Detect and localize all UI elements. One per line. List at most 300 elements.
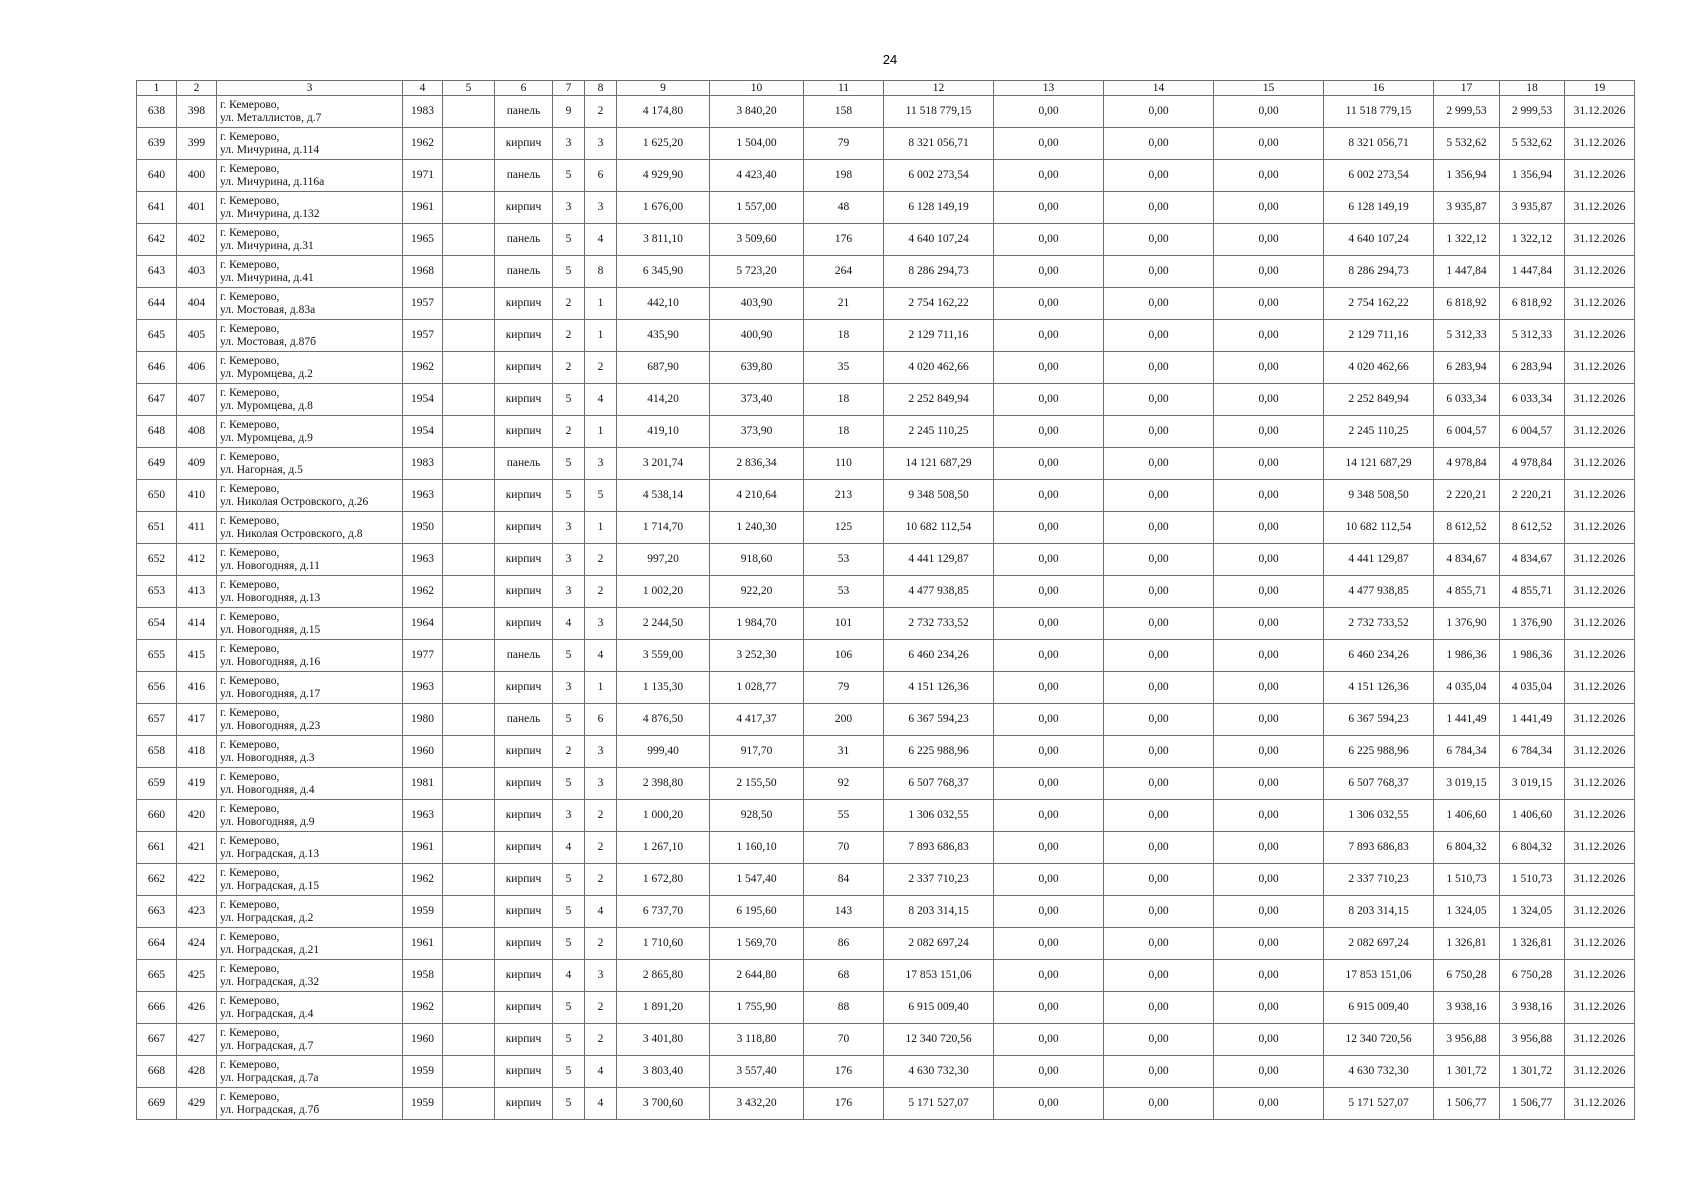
table-cell: 423 [177, 896, 217, 928]
table-row [137, 384, 1635, 416]
table-cell: 6 283,94 [1434, 352, 1500, 384]
table-cell: 31.12.2026 [1565, 480, 1635, 512]
table-cell: 2 082 697,24 [1324, 928, 1434, 960]
table-cell: 404 [177, 288, 217, 320]
table-cell: 35 [804, 352, 884, 384]
address-street: ул. Муромцева, д.8 [220, 399, 313, 412]
table-cell: 2 [585, 864, 617, 896]
table-cell: 1965 [403, 224, 443, 256]
table-row [137, 928, 1635, 960]
table-cell: 1 447,84 [1434, 256, 1500, 288]
table-cell: 0,00 [1104, 896, 1214, 928]
table-cell: 4 477 938,85 [884, 576, 994, 608]
table-cell: 2 999,53 [1434, 96, 1500, 128]
table-cell: 4 [585, 224, 617, 256]
table-cell: 31.12.2026 [1565, 672, 1635, 704]
address-cell [217, 1056, 403, 1088]
table-row [137, 544, 1635, 576]
address-street: ул. Ноградская, д.32 [220, 975, 320, 988]
table-cell: кирпич [495, 960, 553, 992]
table-cell: 6 460 234,26 [1324, 640, 1434, 672]
table-cell: 1 986,36 [1500, 640, 1565, 672]
table-cell: 2 754 162,22 [1324, 288, 1434, 320]
address-city: г. Кемерово, [220, 418, 280, 431]
table-cell: 1962 [403, 352, 443, 384]
address-cell [217, 768, 403, 800]
table-cell: 654 [137, 608, 177, 640]
table-cell: 0,00 [1104, 384, 1214, 416]
table-cell: 3 935,87 [1500, 192, 1565, 224]
table-cell: 31.12.2026 [1565, 1056, 1635, 1088]
table-cell: 1 326,81 [1500, 928, 1565, 960]
address-street: ул. Мичурина, д.116а [220, 175, 325, 188]
table-cell: 4 538,14 [617, 480, 710, 512]
table-cell: 4 [585, 1088, 617, 1120]
table-cell: 0,00 [994, 352, 1104, 384]
table-cell: 3 019,15 [1500, 768, 1565, 800]
table-cell [443, 288, 495, 320]
table-cell: 2 220,21 [1434, 480, 1500, 512]
table-cell: 0,00 [1104, 608, 1214, 640]
table-cell: 0,00 [1214, 928, 1324, 960]
table-cell: 665 [137, 960, 177, 992]
address-cell [217, 192, 403, 224]
table-cell: 31.12.2026 [1565, 928, 1635, 960]
address-street: ул. Ноградская, д.4 [220, 1007, 314, 1020]
table-cell: 4 417,37 [710, 704, 804, 736]
table-cell: 4 151 126,36 [1324, 672, 1434, 704]
table-cell: 1962 [403, 576, 443, 608]
table-cell: 31.12.2026 [1565, 544, 1635, 576]
table-cell: 4 [585, 1056, 617, 1088]
table-cell: 12 340 720,56 [884, 1024, 994, 1056]
table-cell: 1 324,05 [1434, 896, 1500, 928]
table-cell: 409 [177, 448, 217, 480]
table-cell: 1 510,73 [1500, 864, 1565, 896]
table-cell [443, 928, 495, 960]
table-cell: 1 002,20 [617, 576, 710, 608]
table-cell: 31.12.2026 [1565, 512, 1635, 544]
table-cell: 1963 [403, 480, 443, 512]
table-cell: 1 569,70 [710, 928, 804, 960]
table-cell: 5 [553, 992, 585, 1024]
table-cell: кирпич [495, 832, 553, 864]
table-row [137, 96, 1635, 128]
table-cell: 5 [553, 864, 585, 896]
table-cell [443, 512, 495, 544]
table-cell [443, 576, 495, 608]
table-cell [443, 608, 495, 640]
address-street: ул. Мостовая, д.83а [220, 303, 316, 316]
table-cell: 648 [137, 416, 177, 448]
table-cell: 427 [177, 1024, 217, 1056]
table-cell: 3 840,20 [710, 96, 804, 128]
table-cell: 31.12.2026 [1565, 384, 1635, 416]
table-cell: 6 033,34 [1500, 384, 1565, 416]
table-cell: 0,00 [994, 544, 1104, 576]
table-cell: 1 306 032,55 [884, 800, 994, 832]
table-cell: 0,00 [1104, 864, 1214, 896]
address-city: г. Кемерово, [220, 290, 280, 303]
table-cell: 88 [804, 992, 884, 1024]
table-cell: 922,20 [710, 576, 804, 608]
table-cell: 408 [177, 416, 217, 448]
table-cell: 4 834,67 [1500, 544, 1565, 576]
column-header: 14 [1104, 81, 1214, 96]
table-cell: 399 [177, 128, 217, 160]
table-cell: 31.12.2026 [1565, 256, 1635, 288]
table-cell: 2 [585, 96, 617, 128]
table-cell: 4 [585, 640, 617, 672]
column-header: 9 [617, 81, 710, 96]
table-cell: 3 938,16 [1500, 992, 1565, 1024]
address-city: г. Кемерово, [220, 482, 280, 495]
table-cell: 0,00 [1214, 384, 1324, 416]
table-cell: 1 000,20 [617, 800, 710, 832]
address-street: ул. Новогодняя, д.23 [220, 719, 321, 732]
table-cell: кирпич [495, 352, 553, 384]
table-cell: 0,00 [1214, 1088, 1324, 1120]
table-cell: 31.12.2026 [1565, 640, 1635, 672]
table-cell [443, 416, 495, 448]
table-cell: 0,00 [1104, 224, 1214, 256]
table-cell: 2 [585, 576, 617, 608]
table-cell: кирпич [495, 608, 553, 640]
table-cell: 1950 [403, 512, 443, 544]
table-cell: 405 [177, 320, 217, 352]
table-cell: 6 460 234,26 [884, 640, 994, 672]
table-cell: 0,00 [1214, 288, 1324, 320]
table-cell: 6 195,60 [710, 896, 804, 928]
table-cell: 17 853 151,06 [884, 960, 994, 992]
table-cell: 2 999,53 [1500, 96, 1565, 128]
column-header: 10 [710, 81, 804, 96]
column-header: 16 [1324, 81, 1434, 96]
table-cell: 7 893 686,83 [884, 832, 994, 864]
table-cell: 31.12.2026 [1565, 448, 1635, 480]
table-cell: 1963 [403, 672, 443, 704]
table-cell: 200 [804, 704, 884, 736]
table-cell: 5 [553, 768, 585, 800]
address-city: г. Кемерово, [220, 834, 280, 847]
table-cell: 0,00 [1214, 256, 1324, 288]
table-cell: 422 [177, 864, 217, 896]
table-cell [443, 800, 495, 832]
table-cell: 3 803,40 [617, 1056, 710, 1088]
table-cell: 2 [585, 992, 617, 1024]
table-cell [443, 672, 495, 704]
table-cell: 3 956,88 [1434, 1024, 1500, 1056]
table-row [137, 416, 1635, 448]
table-cell: 2 252 849,94 [1324, 384, 1434, 416]
table-cell: 1 267,10 [617, 832, 710, 864]
table-cell: кирпич [495, 288, 553, 320]
table-cell: 407 [177, 384, 217, 416]
table-cell: 3 509,60 [710, 224, 804, 256]
table-cell: 5 [553, 928, 585, 960]
address-street: ул. Металлистов, д.7 [220, 111, 322, 124]
table-cell: 412 [177, 544, 217, 576]
address-cell [217, 608, 403, 640]
table-cell: 8 321 056,71 [884, 128, 994, 160]
table-cell: 0,00 [1104, 416, 1214, 448]
table-cell: 3 557,40 [710, 1056, 804, 1088]
address-city: г. Кемерово, [220, 450, 280, 463]
table-cell: 0,00 [994, 928, 1104, 960]
table-cell: 2 [553, 352, 585, 384]
table-cell: 1 406,60 [1434, 800, 1500, 832]
table-cell: 31.12.2026 [1565, 288, 1635, 320]
address-city: г. Кемерово, [220, 258, 280, 271]
column-header: 19 [1565, 81, 1635, 96]
address-cell [217, 832, 403, 864]
table-cell: панель [495, 96, 553, 128]
table-cell: 918,60 [710, 544, 804, 576]
address-city: г. Кемерово, [220, 98, 280, 111]
table-cell: кирпич [495, 1056, 553, 1088]
table-cell: 5 [553, 704, 585, 736]
table-cell: 928,50 [710, 800, 804, 832]
table-cell: 414,20 [617, 384, 710, 416]
table-cell: 1981 [403, 768, 443, 800]
table-cell: 0,00 [1104, 448, 1214, 480]
table-cell: 1 376,90 [1500, 608, 1565, 640]
table-cell: 14 121 687,29 [884, 448, 994, 480]
table-cell: 2 245 110,25 [884, 416, 994, 448]
address-street: ул. Ноградская, д.2 [220, 911, 314, 924]
table-cell: 4 423,40 [710, 160, 804, 192]
column-header: 18 [1500, 81, 1565, 96]
table-cell: 31.12.2026 [1565, 576, 1635, 608]
table-cell: 0,00 [1214, 864, 1324, 896]
table-cell: 8 286 294,73 [1324, 256, 1434, 288]
table-cell: 1961 [403, 928, 443, 960]
address-city: г. Кемерово, [220, 226, 280, 239]
address-cell [217, 672, 403, 704]
table-cell: 4 876,50 [617, 704, 710, 736]
table-cell: 4 174,80 [617, 96, 710, 128]
table-cell: 79 [804, 672, 884, 704]
table-cell: 1 326,81 [1434, 928, 1500, 960]
table-cell: 2 [585, 544, 617, 576]
table-cell: 10 682 112,54 [884, 512, 994, 544]
table-cell: кирпич [495, 768, 553, 800]
table-cell: 1 625,20 [617, 128, 710, 160]
table-cell: 4 855,71 [1500, 576, 1565, 608]
table-cell: 0,00 [994, 320, 1104, 352]
table-cell: 4 [553, 608, 585, 640]
table-cell: 4 020 462,66 [884, 352, 994, 384]
table-row [137, 192, 1635, 224]
table-cell: 1962 [403, 128, 443, 160]
table-cell: панель [495, 640, 553, 672]
table-cell: кирпич [495, 576, 553, 608]
address-city: г. Кемерово, [220, 1058, 280, 1071]
table-cell [443, 224, 495, 256]
table-cell: 424 [177, 928, 217, 960]
table-cell: 373,90 [710, 416, 804, 448]
address-city: г. Кемерово, [220, 706, 280, 719]
table-cell: 1962 [403, 992, 443, 1024]
table-cell: 6 [585, 160, 617, 192]
address-street: ул. Ноградская, д.21 [220, 943, 320, 956]
table-cell: 1 301,72 [1434, 1056, 1500, 1088]
table-row [137, 864, 1635, 896]
column-header: 15 [1214, 81, 1324, 96]
table-cell: 0,00 [1214, 320, 1324, 352]
table-cell: 0,00 [994, 576, 1104, 608]
address-cell [217, 640, 403, 672]
table-cell: 53 [804, 576, 884, 608]
address-city: г. Кемерово, [220, 610, 280, 623]
table-cell: 3 252,30 [710, 640, 804, 672]
table-cell: 8 286 294,73 [884, 256, 994, 288]
table-cell: 403,90 [710, 288, 804, 320]
table-cell: 1968 [403, 256, 443, 288]
table-cell: 0,00 [1104, 672, 1214, 704]
table-cell [443, 192, 495, 224]
table-cell: 0,00 [1214, 192, 1324, 224]
table-cell [443, 864, 495, 896]
table-cell: 0,00 [1104, 576, 1214, 608]
table-cell: 0,00 [1214, 640, 1324, 672]
table-cell: 3 938,16 [1434, 992, 1500, 1024]
table-cell: 0,00 [1104, 960, 1214, 992]
table-cell: 3 [553, 192, 585, 224]
table-cell: 664 [137, 928, 177, 960]
table-row [137, 160, 1635, 192]
table-cell: 0,00 [1104, 256, 1214, 288]
table-cell: 2 129 711,16 [884, 320, 994, 352]
table-cell: 1980 [403, 704, 443, 736]
table-cell: 1954 [403, 416, 443, 448]
table-cell: 31.12.2026 [1565, 128, 1635, 160]
table-cell: 6 225 988,96 [1324, 736, 1434, 768]
table-cell: 12 340 720,56 [1324, 1024, 1434, 1056]
address-cell [217, 288, 403, 320]
column-header: 11 [804, 81, 884, 96]
table-cell: 5 171 527,07 [884, 1088, 994, 1120]
table-cell: 6 750,28 [1434, 960, 1500, 992]
table-cell: 410 [177, 480, 217, 512]
table-cell: кирпич [495, 416, 553, 448]
table-cell: 420 [177, 800, 217, 832]
table-cell: 398 [177, 96, 217, 128]
column-header: 4 [403, 81, 443, 96]
table-cell: 0,00 [994, 128, 1104, 160]
table-cell: кирпич [495, 512, 553, 544]
table-cell: 8 321 056,71 [1324, 128, 1434, 160]
table-cell: панель [495, 448, 553, 480]
table-cell: 1 028,77 [710, 672, 804, 704]
table-cell: 3 [553, 576, 585, 608]
table-cell: 3 [553, 800, 585, 832]
table-cell: 652 [137, 544, 177, 576]
table-row [137, 960, 1635, 992]
table-cell: 1 441,49 [1434, 704, 1500, 736]
table-cell: 1 510,73 [1434, 864, 1500, 896]
table-cell: 1 [585, 288, 617, 320]
table-cell: 642 [137, 224, 177, 256]
table-cell: 3 956,88 [1500, 1024, 1565, 1056]
table-cell: 0,00 [1214, 1024, 1324, 1056]
table-cell: 2 [585, 832, 617, 864]
table-row [137, 512, 1635, 544]
table-cell: 0,00 [1104, 640, 1214, 672]
table-cell [443, 256, 495, 288]
table-cell: 2 155,50 [710, 768, 804, 800]
table-cell: 6 345,90 [617, 256, 710, 288]
address-street: ул. Ноградская, д.7 [220, 1039, 314, 1052]
table-cell: 2 220,21 [1500, 480, 1565, 512]
table-cell: 659 [137, 768, 177, 800]
table-cell: 6 002 273,54 [884, 160, 994, 192]
table-cell: 1 676,00 [617, 192, 710, 224]
address-street: ул. Мичурина, д.132 [220, 207, 320, 220]
table-cell [443, 448, 495, 480]
table-cell: 176 [804, 1088, 884, 1120]
table-cell: 6 784,34 [1434, 736, 1500, 768]
table-cell: 9 348 508,50 [884, 480, 994, 512]
address-cell [217, 224, 403, 256]
table-cell: 1 714,70 [617, 512, 710, 544]
table-cell: 416 [177, 672, 217, 704]
table-cell: 5 [553, 384, 585, 416]
column-header: 17 [1434, 81, 1500, 96]
table-cell: 0,00 [994, 256, 1104, 288]
address-street: ул. Мичурина, д.114 [220, 143, 320, 156]
table-cell: 6 004,57 [1500, 416, 1565, 448]
table-cell: 70 [804, 1024, 884, 1056]
table-cell: 6 367 594,23 [1324, 704, 1434, 736]
table-cell: 402 [177, 224, 217, 256]
table-cell: 0,00 [1104, 1088, 1214, 1120]
table-cell: 0,00 [1214, 736, 1324, 768]
address-street: ул. Новогодняя, д.3 [220, 751, 315, 764]
table-row [137, 800, 1635, 832]
address-cell [217, 416, 403, 448]
table-cell: 2 337 710,23 [884, 864, 994, 896]
table-cell: 8 203 314,15 [1324, 896, 1434, 928]
table-cell: 0,00 [1214, 800, 1324, 832]
table-cell: 3 [553, 512, 585, 544]
table-cell: 1959 [403, 896, 443, 928]
table-cell: 1 506,77 [1500, 1088, 1565, 1120]
table-row [137, 896, 1635, 928]
table-cell: 2 [585, 1024, 617, 1056]
table-row [137, 768, 1635, 800]
table-cell: 667 [137, 1024, 177, 1056]
table-cell: 3 [585, 960, 617, 992]
table-cell: кирпич [495, 320, 553, 352]
table-cell: 8 612,52 [1434, 512, 1500, 544]
address-street: ул. Ноградская, д.7б [220, 1103, 320, 1116]
table-cell: 668 [137, 1056, 177, 1088]
address-cell [217, 128, 403, 160]
table-cell: кирпич [495, 992, 553, 1024]
table-cell: 640 [137, 160, 177, 192]
table-cell: 4 441 129,87 [884, 544, 994, 576]
table-cell: 5 [553, 448, 585, 480]
table-cell: 655 [137, 640, 177, 672]
table-cell: 3 432,20 [710, 1088, 804, 1120]
table-cell: 0,00 [994, 800, 1104, 832]
table-cell: 2 [585, 928, 617, 960]
table-cell: 2 732 733,52 [1324, 608, 1434, 640]
address-street: ул. Новогодняя, д.16 [220, 655, 321, 668]
table-cell: 0,00 [994, 1024, 1104, 1056]
table-cell: 421 [177, 832, 217, 864]
